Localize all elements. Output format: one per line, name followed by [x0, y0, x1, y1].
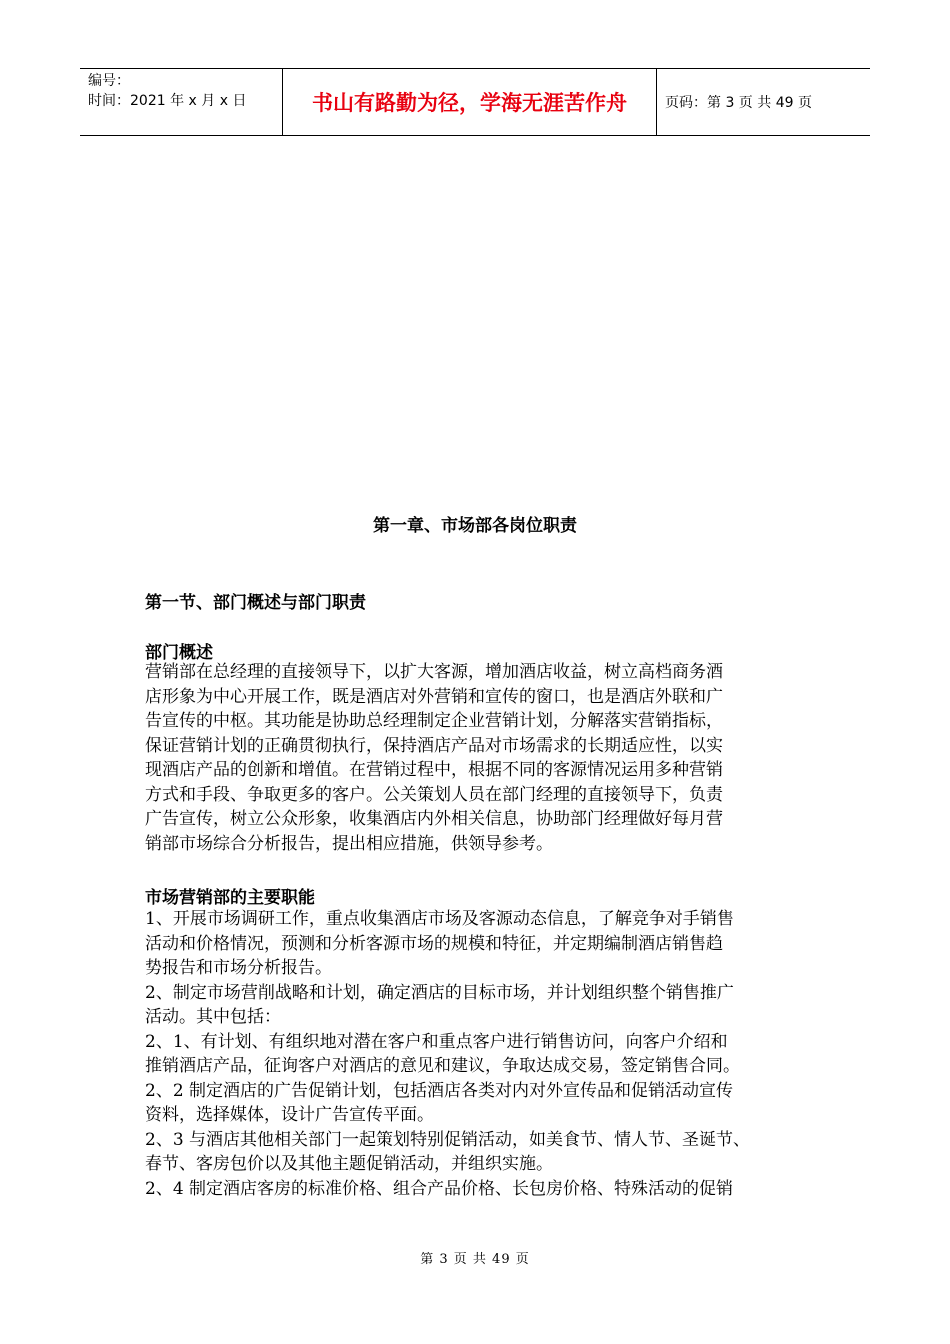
overview-line: 销部市场综合分析报告，提出相应措施，供领导参考。 — [145, 833, 553, 854]
overview-line: 营销部在总经理的直接领导下，以扩大客源，增加酒店收益，树立高档商务酒 — [145, 662, 723, 682]
functions-line: 春节、客房包价以及其他主题促销活动，并组织实施。 — [145, 1154, 553, 1174]
functions-heading: 市场营销部的主要职能 — [145, 888, 315, 908]
functions-line: 2、3 与酒店其他相关部门一起策划特别促销活动，如美食节、情人节、圣诞节、 — [145, 1129, 751, 1150]
functions-line: 推销酒店产品，征询客户对酒店的意见和建议，争取达成交易，签定销售合同。 — [145, 1056, 740, 1076]
functions-line: 2、2 制定酒店的广告促销计划，包括酒店各类对内对外宣传品和促销活动宣传 — [145, 1080, 734, 1101]
chapter-title: 第一章、市场部各岗位职责 — [373, 516, 577, 536]
functions-paragraph — [145, 907, 805, 1201]
number-label: 编号： — [88, 73, 130, 89]
date-label: 时间：2021 年 x 月 x 日 — [88, 93, 247, 109]
functions-line: 1、开展市场调研工作，重点收集酒店市场及客源动态信息，了解竞争对手销售 — [145, 909, 734, 929]
overview-line: 保证营销计划的正确贯彻执行，保持酒店产品对市场需求的长期适应性，以实 — [145, 735, 723, 756]
overview-line: 店形象为中心开展工作，既是酒店对外营销和宣传的窗口，也是酒店外联和广 — [145, 686, 723, 707]
section-title: 第一节、部门概述与部门职责 — [145, 593, 366, 613]
overview-heading: 部门概述 — [145, 643, 213, 663]
header-page-info: 页码：第 3 页 共 49 页 — [665, 95, 812, 111]
functions-line: 2、1、有计划、有组织地对潜在客户和重点客户进行销售访问，向客户介绍和 — [145, 1031, 728, 1052]
overview-line: 现酒店产品的创新和增值。在营销过程中，根据不同的客源情况运用多种营销 — [145, 760, 723, 780]
functions-line: 2、制定市场营削战略和计划，确定酒店的目标市场，并计划组织整个销售推广 — [145, 982, 734, 1003]
functions-line: 活动。其中包括： — [145, 1007, 281, 1027]
functions-line: 2、4 制定酒店客房的标准价格、组合产品价格、长包房价格、特殊活动的促销 — [145, 1178, 734, 1199]
header-motto: 书山有路勤为径，学海无涯苦作舟 — [283, 69, 657, 135]
functions-line: 活动和价格情况，预测和分析客源市场的规模和特征，并定期编制酒店销售趋 — [145, 933, 723, 954]
functions-line: 势报告和市场分析报告。 — [145, 958, 332, 978]
header-meta — [80, 69, 283, 135]
page-header — [80, 68, 870, 136]
overview-line: 方式和手段、争取更多的客户。公关策划人员在部门经理的直接领导下，负责 — [145, 784, 723, 805]
overview-paragraph — [145, 660, 805, 856]
overview-line: 广告宣传，树立公众形象，收集酒店内外相关信息，协助部门经理做好每月营 — [145, 809, 723, 829]
page-footer: 第 3 页 共 49 页 — [420, 1252, 530, 1267]
overview-line: 告宣传的中枢。其功能是协助总经理制定企业营销计划，分解落实营销指标， — [145, 711, 723, 731]
functions-line: 资料，选择媒体，设计广告宣传平面。 — [145, 1105, 434, 1125]
